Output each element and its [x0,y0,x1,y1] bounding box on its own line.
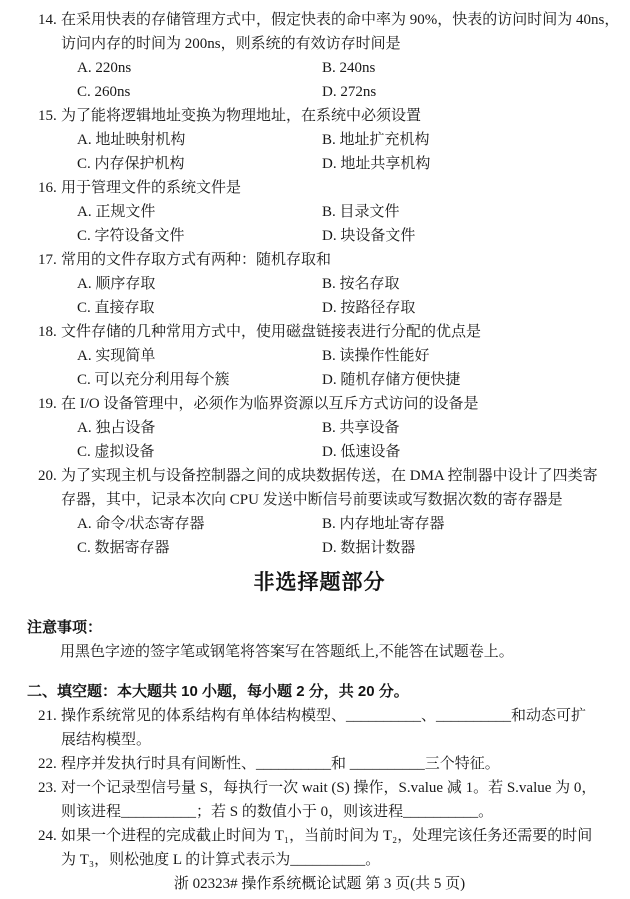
mcq-section [27,8,620,560]
option-d: D. 地址共享机构 [322,156,431,172]
question-18 [38,320,612,392]
question-text: 程序并发执行时具有间断性、__________和 __________三个特征。 [61,756,500,772]
question-number: 21. [38,708,57,724]
question-14 [38,8,620,104]
question-stem: 用于管理文件的系统文件是 [61,180,242,196]
notes-text: 用黑色字迹的签字笔或钢笔将答案写在答题纸上,不能答在试题卷上。 [60,644,514,660]
notes-block [27,616,612,664]
question-stem-cont: 存器，其中，记录本次向 CPU 发送中断信号前要读或写数据次数的寄存器是 [61,492,563,508]
section-heading: 非选择题部分 [253,571,386,594]
question-22 [38,752,612,776]
question-number: 24. [38,828,57,844]
question-number: 20. [38,468,57,484]
option-c: C. 直接存取 [77,300,155,316]
option-b: B. 共享设备 [322,420,400,436]
question-text-cont: 展结构模型。 [61,732,152,748]
option-a: A. 正规文件 [77,204,156,220]
question-stem-cont: 访问内存的时间为 200ns，则系统的有效访存时间是 [61,36,401,52]
question-number: 18. [38,324,57,340]
option-a: A. 实现简单 [77,348,156,364]
question-21 [38,704,612,752]
option-c: C. 内存保护机构 [77,156,185,172]
option-c: C. 虚拟设备 [77,444,155,460]
question-number: 16. [38,180,57,196]
option-b: B. 按名存取 [322,276,400,292]
question-stem: 为了能将逻辑地址变换为物理地址，在系统中必须设置 [61,108,422,124]
option-b: B. 目录文件 [322,204,400,220]
question-number: 22. [38,756,57,772]
option-a: A. 220ns [77,60,132,76]
question-stem: 文件存储的几种常用方式中，使用磁盘链接表进行分配的优点是 [61,324,482,340]
question-20 [38,464,612,560]
question-number: 14. [38,12,57,28]
question-24 [38,824,612,872]
option-c: C. 字符设备文件 [77,228,185,244]
question-text-cont: 则该进程__________；若 S 的数值小于 0，则该进程__________。 [61,804,494,820]
fill-in-section-header: 二、填空题：本大题共 10 小题，每小题 2 分，共 20 分。 [27,683,409,700]
option-c: C. 260ns [77,84,131,100]
option-b: B. 240ns [322,60,376,76]
fill-in-section [27,704,612,872]
question-text: 如果一个进程的完成截止时间为 T₁，当前时间为 T₂，处理完该任务还需要的时间 [61,828,593,844]
question-text: 对一个记录型信号量 S，每执行一次 wait (S) 操作，S.value 减 1。若 S.value 为 0， [61,780,597,796]
question-23 [38,776,612,824]
notes-label: 注意事项： [27,619,103,636]
option-b: B. 读操作性能好 [322,348,430,364]
option-d: D. 低速设备 [322,444,401,460]
option-d: D. 272ns [322,84,377,100]
option-a: A. 独占设备 [77,420,156,436]
question-stem: 在采用快表的存储管理方式中，假定快表的命中率为 90%，快表的访问时间为 40ns， [61,12,620,28]
option-a: A. 地址映射机构 [77,132,186,148]
question-number: 17. [38,252,57,268]
question-17 [38,248,612,320]
question-text: 操作系统常见的体系结构有单体结构模型、__________、__________和动态可扩 [61,708,587,724]
question-15 [38,104,612,176]
question-text-cont: 为 T₃，则松弛度 L 的计算式表示为__________。 [61,852,381,868]
option-d: D. 块设备文件 [322,228,416,244]
option-b: B. 内存地址寄存器 [322,516,445,532]
option-d: D. 数据计数器 [322,540,416,556]
option-c: C. 数据寄存器 [77,540,170,556]
option-b: B. 地址扩充机构 [322,132,430,148]
question-stem: 常用的文件存取方式有两种：随机存取和 [61,252,332,268]
option-a: A. 命令/状态寄存器 [77,516,205,532]
question-number: 23. [38,780,57,796]
option-d: D. 按路径存取 [322,300,416,316]
question-stem: 为了实现主机与设备控制器之间的成块数据传送，在 DMA 控制器中设计了四类寄 [61,468,598,484]
option-d: D. 随机存储方便快捷 [322,372,461,388]
question-stem: 在 I/O 设备管理中，必须作为临界资源以互斥方式访问的设备是 [61,396,479,412]
option-a: A. 顺序存取 [77,276,156,292]
question-19 [38,392,612,464]
question-number: 19. [38,396,57,412]
page-footer: 浙 02323# 操作系统概论试题 第 3 页(共 5 页) [173,876,466,892]
question-number: 15. [38,108,57,124]
question-16 [38,176,612,248]
option-c: C. 可以充分利用每个簇 [77,372,230,388]
